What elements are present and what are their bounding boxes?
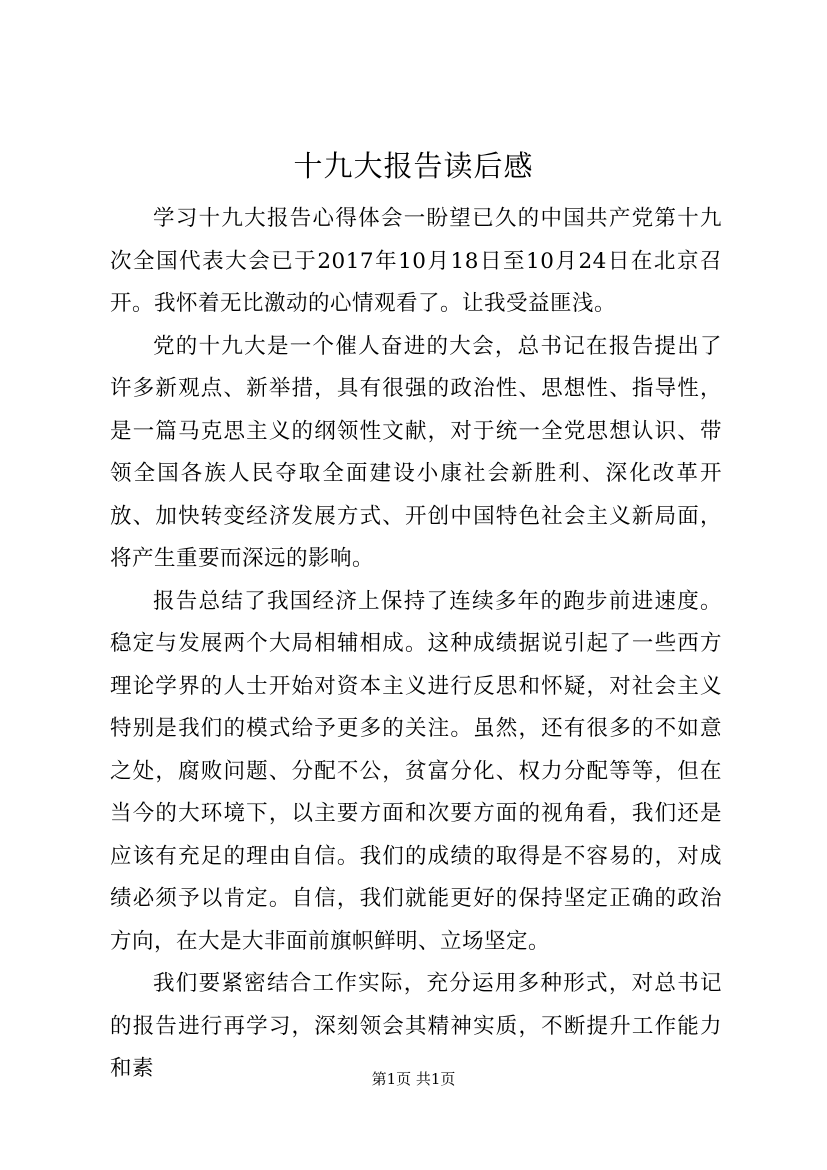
document-title: 十九大报告读后感 <box>293 149 534 183</box>
paragraph-2: 党的十九大是一个催人奋进的大会，总书记在报告提出了许多新观点、新举措，具有很强的政治性、思想性、指导性，是一篇马克思主义的纲领性文献，对于统一全党思想认识、带领全国各族人民夺取全面建设小康社会新胜利、深化改革开放、加快转变经济发展方式、开创中国特色社会主义新局面，将产生重要而深远的影响。 <box>110 333 722 571</box>
paragraph-1: 学习十九大报告心得体会一盼望已久的中国共产党第十九次全国代表大会已于2017年10月18日至10月24日在北京召开。我怀着无比激动的心情观看了。让我受益匪浅。 <box>110 206 722 316</box>
paragraph-4: 我们要紧密结合工作实际，充分运用多种形式，对总书记的报告进行再学习，深刻领会其精神实质，不断提升工作能力和素 <box>110 971 722 1081</box>
paragraph-3: 报告总结了我国经济上保持了连续多年的跑步前进速度。稳定与发展两个大局相辅相成。这种成绩据说引起了一些西方理论学界的人士开始对资本主义进行反思和怀疑，对社会主义特别是我们的模式给予更多的关注。虽然，还有很多的不如意之处，腐败问题、分配不公，贫富分化、权力分配等等，但在当今的大环境下，以主要方面和次要方面的视角看，我们还是应该有充足的理由自信。我们的成绩的取得是不容易的，对成绩必须予以肯定。自信，我们就能更好的保持坚定正确的政治方向，在大是大非面前旗帜鲜明、立场坚定。 <box>110 588 722 954</box>
page-footer: 第1页 共1页 <box>371 1070 456 1088</box>
document-body <box>110 198 722 1091</box>
